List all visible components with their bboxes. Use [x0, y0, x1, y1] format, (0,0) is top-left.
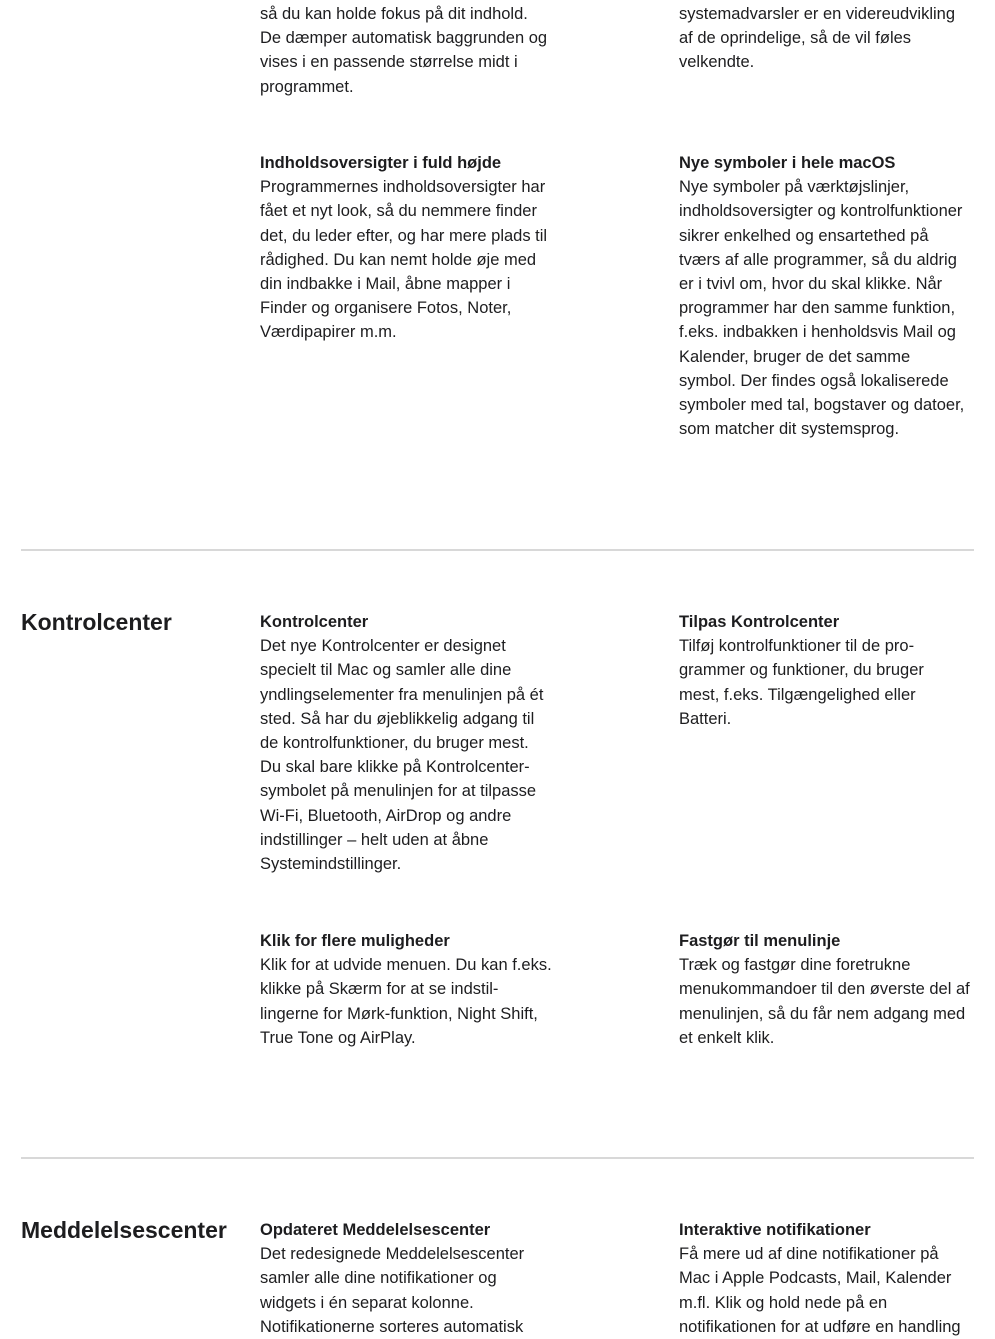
feature-line: menulinjen, så du får nem adgang med [679, 1004, 966, 1023]
feature-line: som matcher dit systemsprog. [679, 420, 900, 439]
feature-line: Træk og fastgør dine foretrukne [679, 956, 911, 975]
feature-fragment-right [679, 2, 979, 75]
feature-title: Klik for flere muligheder [260, 932, 450, 950]
feature-line: de kontrolfunktioner, du bruger mest. [260, 734, 529, 753]
feature-line: specielt til Mac og samler alle dine [260, 661, 512, 680]
feature-fragment-left [260, 2, 560, 99]
feature-line: Wi-Fi, Bluetooth, AirDrop og andre [260, 806, 512, 825]
section-divider [21, 1157, 974, 1159]
feature-line: tværs af alle programmer, så du aldrig [679, 250, 957, 269]
feature-line: mest, f.eks. Tilgængelighed eller [679, 685, 916, 704]
section-title-kontrolcenter: Kontrolcenter [21, 609, 172, 635]
feature-new-symbols [679, 151, 979, 441]
feature-line: vises i en passende størrelse midt i [260, 53, 518, 72]
feature-line: Mac i Apple Podcasts, Mail, Kalender [679, 1269, 952, 1288]
feature-line: True Tone og AirPlay. [260, 1028, 416, 1047]
feature-line: af de oprindelige, så de vil føles [679, 29, 912, 48]
feature-line: programmet. [260, 77, 354, 96]
feature-line: Nye symboler på værktøjslinjer, [679, 178, 910, 197]
feature-line: fået et nyt look, så du nemmere finder [260, 202, 537, 221]
feature-line: symboler med tal, bogstaver og datoer, [679, 396, 965, 415]
feature-line: sikrer enkelhed og ensartethed på [679, 226, 929, 245]
feature-line: sted. Så har du øjeblikkelig adgang til [260, 709, 535, 728]
feature-line: symbol. Der findes også lokaliserede [679, 371, 949, 390]
feature-line: Værdipapirer m.m. [260, 323, 397, 342]
feature-fastgor-menulinje [679, 929, 979, 1050]
feature-line: velkendte. [679, 53, 755, 72]
feature-tilpas-kontrolcenter [679, 610, 979, 731]
feature-line: Notifikationerne sorteres automatisk [260, 1317, 524, 1336]
feature-line: rådighed. Du kan nemt holde øje med [260, 250, 537, 269]
feature-line: Du skal bare klikke på Kontrolcenter- [260, 758, 530, 777]
feature-title: Indholdsoversigter i fuld højde [260, 154, 502, 172]
feature-klik-flere-muligheder [260, 929, 560, 1050]
feature-title: Interaktive notifikationer [679, 1221, 871, 1239]
feature-interaktive-notifikationer [679, 1218, 979, 1339]
feature-title: Fastgør til menulinje [679, 932, 841, 950]
feature-line: menukommandoer til den øverste del af [679, 980, 970, 999]
feature-line: De dæmper automatisk baggrunden og [260, 29, 548, 48]
feature-title: Opdateret Meddelelsescenter [260, 1221, 491, 1239]
section-title-meddelelsescenter: Meddelelsescenter [21, 1217, 227, 1243]
feature-line: systemadvarsler er en videreudvikling [679, 5, 956, 23]
feature-line: indholdsoversigter og kontrolfunktioner [679, 202, 963, 221]
feature-line: lingerne for Mørk-funktion, Night Shift, [260, 1004, 538, 1023]
feature-line: yndlingselementer fra menulinjen på ét [260, 685, 544, 704]
feature-title: Nye symboler i hele macOS [679, 154, 896, 172]
feature-sidebar-height [260, 151, 560, 345]
feature-line: Få mere ud af dine notifikationer på [679, 1245, 939, 1264]
feature-kontrolcenter [260, 610, 560, 876]
feature-line: indstillinger – helt uden at åbne [260, 830, 489, 849]
feature-line: klikke på Skærm for at se indstil- [260, 980, 499, 999]
feature-line: widgets i én separat kolonne. [260, 1293, 474, 1312]
feature-line: Systemindstillinger. [260, 855, 402, 874]
feature-line: Tilføj kontrolfunktioner til de pro- [679, 637, 915, 656]
feature-line: Finder og organisere Fotos, Noter, [260, 299, 512, 318]
feature-line: Det redesignede Meddelelsescenter [260, 1245, 525, 1264]
section-divider [21, 549, 974, 551]
feature-line: samler alle dine notifikationer og [260, 1269, 497, 1288]
feature-line: det, du leder efter, og har mere plads til [260, 226, 548, 245]
feature-line: Batteri. [679, 709, 732, 728]
feature-line: din indbakke i Mail, åbne mapper i [260, 275, 511, 294]
feature-line: Klik for at udvide menuen. Du kan f.eks. [260, 956, 552, 975]
feature-line: f.eks. indbakken i henholdsvis Mail og [679, 323, 956, 342]
feature-line: symbolet på menulinjen for at tilpasse [260, 782, 537, 801]
feature-line: notifikationen for at udføre en handling [679, 1317, 961, 1336]
feature-title: Kontrolcenter [260, 613, 369, 631]
feature-line: m.fl. Klik og hold nede på en [679, 1293, 888, 1312]
feature-line: så du kan holde fokus på dit indhold. [260, 5, 528, 23]
feature-title: Tilpas Kontrolcenter [679, 613, 840, 631]
feature-opdateret-meddelelsescenter [260, 1218, 560, 1339]
feature-line: Programmernes indholdsoversigter har [260, 178, 546, 197]
feature-line: grammer og funktioner, du bruger [679, 661, 924, 680]
feature-line: Kalender, bruger de det samme [679, 347, 911, 366]
feature-line: Det nye Kontrolcenter er designet [260, 637, 506, 656]
feature-line: et enkelt klik. [679, 1028, 775, 1047]
feature-line: programmer har den samme funktion, [679, 299, 956, 318]
feature-line: er i tvivl om, hvor du skal klikke. Når [679, 275, 943, 294]
